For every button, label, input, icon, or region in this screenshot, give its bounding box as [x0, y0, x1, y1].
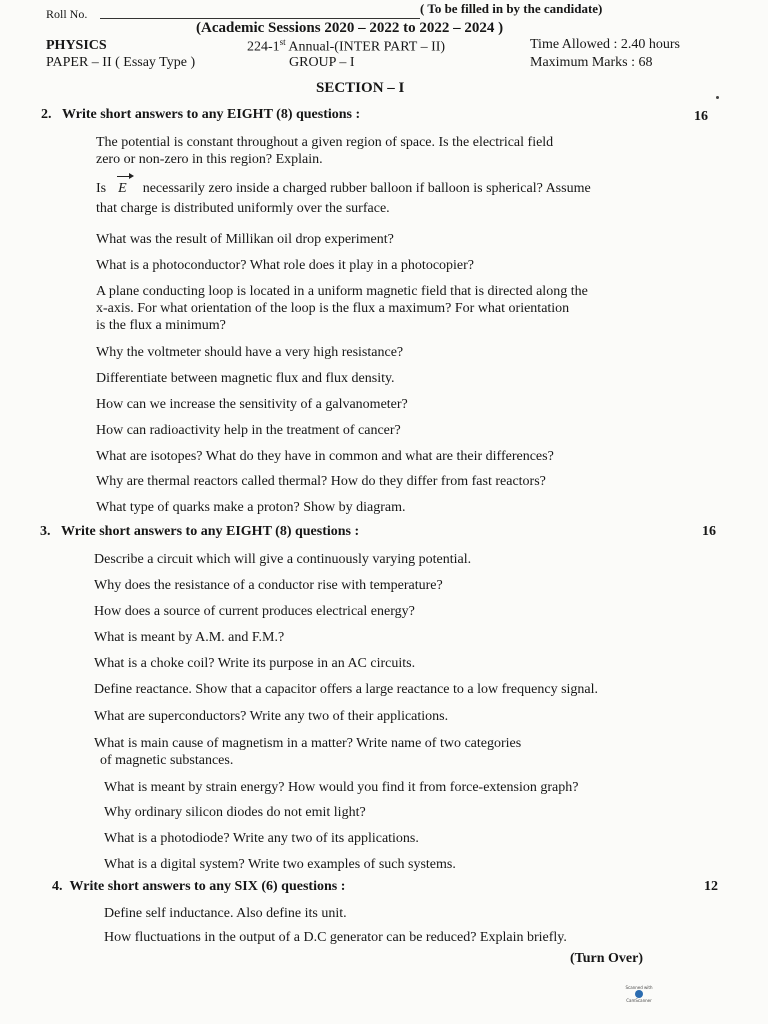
- paper-type: PAPER – II ( Essay Type ): [46, 55, 196, 70]
- maximum-marks: Maximum Marks : 68: [530, 55, 653, 70]
- q2-marks: 16: [694, 109, 708, 124]
- turn-over-note: (Turn Over): [570, 951, 643, 966]
- scanner-watermark: [622, 985, 656, 1007]
- exam-code-suffix: Annual-(INTER PART – II): [285, 39, 446, 55]
- q3-heading: [40, 524, 359, 540]
- item-text: [96, 448, 554, 465]
- q4-number: 4.: [52, 879, 63, 894]
- candidate-note: ( To be filled in by the candidate): [420, 1, 603, 16]
- item-text: [104, 830, 419, 847]
- time-allowed: Time Allowed : 2.40 hours: [530, 37, 680, 52]
- item-text: [96, 257, 474, 274]
- item-line: Why ordinary silicon diodes do not emit light?: [104, 805, 366, 820]
- item-line: What is a digital system? Write two examples of such systems.: [104, 857, 456, 872]
- item-line: that charge is distributed uniformly over the surface.: [96, 201, 390, 216]
- item-text: [104, 929, 567, 946]
- item-line: What is meant by A.M. and F.M.?: [94, 630, 285, 645]
- item-text: [96, 283, 588, 334]
- item-line: How can we increase the sensitivity of a galvanometer?: [96, 397, 408, 412]
- q2-number: 2.: [41, 107, 52, 122]
- item-text: [96, 499, 405, 516]
- item-line: zero or non-zero in this region? Explain.: [96, 152, 323, 167]
- item-text: [94, 577, 443, 594]
- q3-heading-text: Write short answers to any EIGHT (8) questions :: [61, 524, 360, 539]
- item-text: [96, 396, 408, 413]
- item-text: [94, 655, 415, 672]
- item-line: How does a source of current produces electrical energy?: [94, 604, 415, 619]
- subject-title: PHYSICS: [46, 38, 107, 53]
- item-text: [96, 344, 403, 361]
- scanner-watermark-brand: CamScanner: [626, 998, 652, 1003]
- q4-heading: [52, 879, 345, 895]
- item-text: [96, 231, 394, 248]
- item-text: [96, 422, 401, 439]
- exam-code: [247, 37, 445, 56]
- item-line: Why are thermal reactors called thermal? How do they differ from fast reactors?: [96, 474, 546, 489]
- item-line: What is a photoconductor? What role does it play in a photocopier?: [96, 258, 475, 273]
- item-line: What are superconductors? Write any two of their applications.: [94, 709, 449, 724]
- item-text: [94, 629, 284, 646]
- item-text: [96, 180, 591, 217]
- item-line: Why the voltmeter should have a very high resistance?: [96, 345, 404, 360]
- item-line: Why does the resistance of a conductor rise with temperature?: [94, 578, 443, 593]
- item-line-prefix: Is: [96, 181, 107, 196]
- item-line: The potential is constant throughout a given region of space. Is the electrical field: [96, 135, 554, 150]
- item-text: [94, 681, 598, 698]
- item-text: [104, 804, 366, 821]
- item-text: [104, 856, 456, 873]
- speck: [716, 96, 719, 99]
- item-line: x-axis. For what orientation of the loop is the flux a maximum? For what orientation: [96, 301, 570, 316]
- item-line: A plane conducting loop is located in a uniform magnetic field that is directed along the: [96, 284, 588, 299]
- item-text: [96, 473, 546, 490]
- item-line: is the flux a minimum?: [96, 318, 226, 333]
- exam-code-superscript: st: [279, 37, 286, 47]
- q3-number: 3.: [40, 524, 51, 539]
- item-line: What is a photodiode? Write any two of its applications.: [104, 831, 419, 846]
- item-line: What are isotopes? What do they have in common and what are their differences?: [96, 449, 554, 464]
- exam-code-prefix: 224-1: [247, 39, 280, 55]
- item-line: What was the result of Millikan oil drop experiment?: [96, 232, 394, 247]
- item-line: Define reactance. Show that a capacitor offers a large reactance to a low frequency signal.: [94, 682, 599, 697]
- roll-no-label: Roll No.: [46, 7, 88, 21]
- item-text: [94, 708, 448, 725]
- item-line: What is meant by strain energy? How would you find it from force-extension graph?: [104, 780, 579, 795]
- item-line: What type of quarks make a proton? Show by diagram.: [96, 500, 406, 515]
- item-line: How fluctuations in the output of a D.C generator can be reduced? Explain briefly.: [104, 930, 567, 945]
- q4-marks: 12: [704, 879, 718, 894]
- item-line: [96, 180, 591, 197]
- item-line: How can radioactivity help in the treatment of cancer?: [96, 423, 401, 438]
- item-text: [104, 905, 347, 922]
- electric-field-vector-symbol: E: [118, 181, 127, 196]
- section-title: SECTION – I: [316, 80, 405, 96]
- item-text: [94, 551, 471, 568]
- q3-marks: 16: [702, 524, 716, 539]
- roll-no-line: [100, 18, 420, 19]
- group-label: GROUP – I: [289, 55, 355, 70]
- item-text: [94, 735, 521, 769]
- item-text: [96, 370, 395, 387]
- q2-heading-text: Write short answers to any EIGHT (8) questions :: [62, 107, 361, 122]
- item-line: What is a choke coil? Write its purpose in an AC circuits.: [94, 656, 416, 671]
- scanner-watermark-line2: [622, 990, 656, 1003]
- q2-heading: [41, 107, 360, 123]
- scanner-watermark-line1: Scanned with: [625, 985, 653, 990]
- item-line: Define self inductance. Also define its unit.: [104, 906, 347, 921]
- item-line-suffix: necessarily zero inside a charged rubber balloon if balloon is spherical? Assume: [142, 181, 591, 196]
- item-line: of magnetic substances.: [100, 753, 234, 768]
- item-text: [94, 603, 415, 620]
- item-line: What is main cause of magnetism in a matter? Write name of two categories: [94, 736, 522, 751]
- item-text: [104, 779, 578, 796]
- q4-heading-text: Write short answers to any SIX (6) questions :: [69, 879, 346, 894]
- camscanner-logo-icon: [635, 990, 643, 998]
- item-text: [96, 134, 553, 168]
- item-line: Describe a circuit which will give a continuously varying potential.: [94, 552, 472, 567]
- item-line: Differentiate between magnetic flux and flux density.: [96, 371, 395, 386]
- academic-sessions: (Academic Sessions 2020 – 2022 to 2022 – 2024 ): [196, 20, 504, 36]
